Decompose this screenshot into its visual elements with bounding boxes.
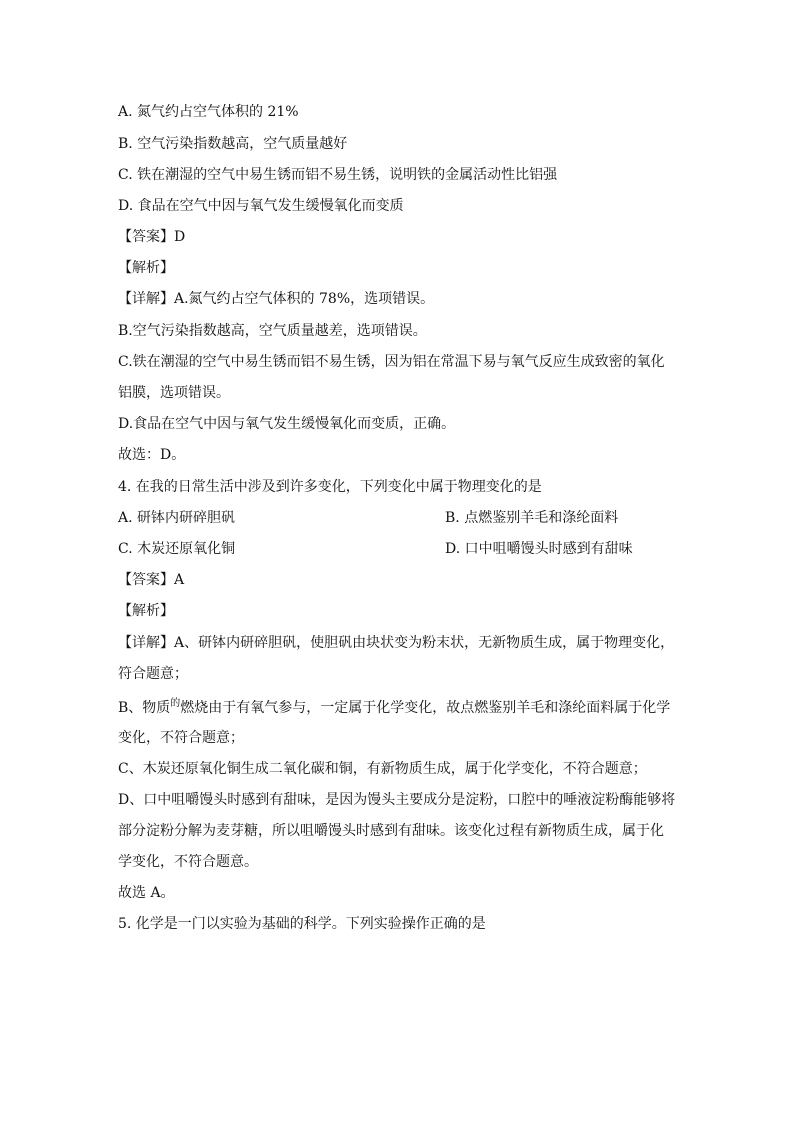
q3-answer: 【答案】D (118, 229, 186, 245)
q3-detail-line-3: C.铁在潮湿的空气中易生锈而铝不易生锈，因为铝在常温下易与氧气反应生成致密的氧化 (118, 354, 665, 370)
q3-option-a: A. 氮气约占空气体积的 21% (118, 104, 299, 120)
q4-stem: 4. 在我的日常生活中涉及到许多变化，下列变化中属于物理变化的是 (118, 479, 542, 495)
q4-detail-line-6: D、口中咀嚼馒头时感到有甜味，是因为馒头主要成分是淀粉，口腔中的唾液淀粉酶能够将 (118, 792, 676, 808)
q3-analysis-label: 【解析】 (118, 260, 174, 276)
q4-option-a: A. 研钵内研碎胆矾 (118, 510, 236, 526)
q3-option-b: B. 空气污染指数越高，空气质量越好 (118, 136, 348, 152)
q4-detail-line-3-superscript: 的 (170, 698, 181, 709)
q4-option-d: D. 口中咀嚼馒头时感到有甜味 (445, 541, 633, 557)
q4-detail-line-8: 学变化，不符合题意。 (118, 854, 258, 870)
q4-detail-line-3 (118, 698, 670, 720)
q4-detail-line-4: 变化，不符合题意； (118, 730, 244, 746)
q3-detail-line-2: B.空气污染指数越高，空气质量越差，选项错误。 (118, 323, 427, 339)
q4-detail-line-3-pre: B、物质 (118, 700, 171, 716)
q3-detail-line-6: 故选：D。 (118, 447, 186, 463)
q3-detail-line-1: 【详解】A.氮气约占空气体积的 78%，选项错误。 (118, 291, 435, 307)
q5-stem: 5. 化学是一门以实验为基础的科学。下列实验操作正确的是 (118, 916, 486, 932)
q3-detail-line-5: D.食品在空气中因与氧气发生缓慢氧化而变质，正确。 (118, 416, 456, 432)
q4-detail-line-3-post: 燃烧由于有氧气参与，一定属于化学变化，故点燃鉴别羊毛和涤纶面料属于化学 (180, 700, 671, 716)
q4-detail-line-9: 故选 A。 (118, 885, 175, 901)
q4-analysis-label: 【解析】 (118, 603, 174, 619)
q3-option-d: D. 食品在空气中因与氧气发生缓慢氧化而变质 (118, 198, 404, 214)
q4-option-c: C. 木炭还原氧化铜 (118, 541, 236, 557)
q4-answer: 【答案】A (118, 572, 185, 588)
q4-option-b: B. 点燃鉴别羊毛和涤纶面料 (445, 510, 619, 526)
q4-detail-line-5: C、木炭还原氧化铜生成二氧化碳和铜，有新物质生成，属于化学变化，不符合题意； (118, 761, 647, 777)
q3-option-c: C. 铁在潮湿的空气中易生锈而铝不易生锈，说明铁的金属活动性比铝强 (118, 167, 558, 183)
q4-detail-line-2: 符合题意； (118, 666, 188, 682)
q4-detail-line-7: 部分淀粉分解为麦芽糖，所以咀嚼馒头时感到有甜味。该变化过程有新物质生成，属于化 (118, 823, 664, 839)
q3-detail-line-4: 铝膜，选项错误。 (118, 385, 230, 401)
q4-detail-line-1: 【详解】A、研钵内研碎胆矾，使胆矾由块状变为粉末状，无新物质生成，属于物理变化， (118, 635, 675, 651)
